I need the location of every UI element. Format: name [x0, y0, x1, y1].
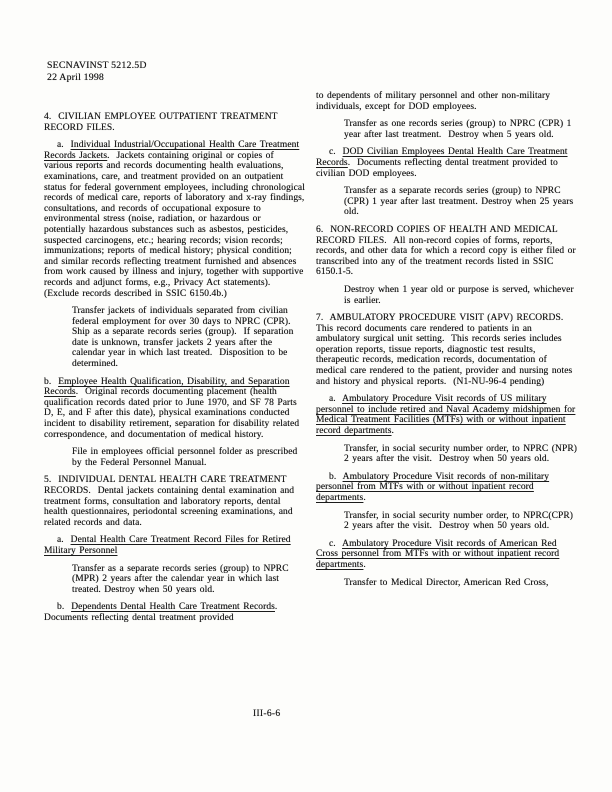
para-7b: b. Ambulatory Procedure Visit records of non-military personnel from MTFs with or without inpatient record departments. [316, 471, 550, 503]
section-5-heading: 5. INDIVIDUAL DENTAL HEALTH CARE TREATMENT RECORDS. Dental jackets containing dental examination and treatment forms, consultation and laboratory reports, dental health questionnaires, periodontal screening examinations, and related records and data. [44, 475, 295, 528]
para-7a: a. Ambulatory Procedure Visit records of US military personnel to include retired and Naval Academy midshipmen for Medical Treatment Facilities (MTFs) with or without inpatient record departments. [316, 394, 576, 437]
disposition-4a: Transfer jackets of individuals separated from civilian federal employment for over 30 days to NPRC (CPR). Ship as a separate records series (group). If separation date is unknown, transfer jackets 2 years after the calendar year in which last treated. Disposition to be determined. [72, 306, 295, 370]
disposition-7c: Transfer to Medical Director, American Red Cross, [344, 577, 549, 588]
left-column [44, 112, 305, 631]
disposition-5a: Transfer as a separate records series (group) to NPRC (MPR) 2 years after the calendar year in which last treated. Destroy when 50 years old. [72, 563, 289, 595]
disposition-5c: Transfer as a separate records series (group) to NPRC (CPR) 1 year after last treatment. Destroy when 25 years old. [344, 186, 574, 218]
para-5b: b. Dependents Dental Health Care Treatment Records. Documents reflecting dental treatment provided [44, 602, 281, 623]
disposition-7b: Transfer, in social security number order, to NPRC(CPR) 2 years after the visit. Destroy when 50 years old. [344, 510, 574, 532]
document-date: 22 April 1998 [47, 71, 105, 83]
para-5b-continuation: to dependents of military personnel and other non-military individuals, except for DOD employees. [316, 91, 551, 112]
para-4b: b. Employee Health Qualification, Disability, and Separation Records. Original records documenting placement (health qualification records dated prior to June 1970, and SF 78 Parts D, E, and F after this date), physical examinations conducted incident to disability retirement, separation for disability related correspondence, and documentation of medical history. [44, 376, 300, 440]
document-header [47, 60, 147, 83]
page-number: III-6-6 [253, 709, 281, 719]
para-5c: c. DOD Civilian Employees Dental Health Care Treatment Records. Documents reflecting dental treatment provided to civilian DOD employees. [316, 147, 568, 179]
section-6-heading: 6. NON-RECORD COPIES OF HEALTH AND MEDICAL RECORD FILES. All non-record copies of forms, reports, records, and other data for which a record copy is either filed or transcribed into any of the treatment records listed in SSIC 6150.1-5. [316, 224, 576, 278]
disposition-7a: Transfer, in social security number order, to NPRC (NPR) 2 years after the visit. Destroy when 50 years old. [344, 443, 578, 465]
disposition-4b: File in employees official personnel folder as prescribed by the Federal Personnel Manual. [72, 447, 298, 468]
para-7c: c. Ambulatory Procedure Visit records of American Red Cross personnel from MTFs with or without inpatient record departments. [316, 538, 560, 570]
para-5a: a. Dental Health Care Treatment Record Files for Retired Military Personnel [44, 535, 291, 556]
disposition-5b: Transfer as one records series (group) to NPRC (CPR) 1 year after last treatment. Destroy when 5 years old. [344, 119, 572, 140]
section-4-heading: 4. CIVILIAN EMPLOYEE OUTPATIENT TREATMENT RECORD FILES. [44, 112, 278, 133]
document-id: SECNAVINST 5212.5D [47, 60, 147, 71]
right-column [316, 91, 579, 595]
section-7-heading: 7. AMBULATORY PROCEDURE VISIT (APV) RECORDS. This record documents care rendered to patients in an ambulatory surgical unit setting. This records series includes operation reports, tissue reports, diagnostic test results, therapeutic records, medication records, documentation of medical care rendered to the patient, provider and nursing notes and history and physical reports. (N1-NU-96-4 pending) [316, 313, 573, 387]
para-4a: a. Individual Industrial/Occupational Health Care Treatment Records Jackets. Jackets containing original or copies of various reports and records documenting health evaluations, examinations, care, and treatment provided on an outpatient status for federal government employees, including chronological records of medical care, reports of laboratory and x-ray findings, consultations, and records of occupational exposure to environmental stress (noise, radiation, or hazardous or potentially hazardous substances such as asbestos, pesticides, suspected carcinogens, etc.; hearing records; vision records; immunizations; reports of medical history; physical condition; and similar records reflecting treatment furnished and absences from work caused by illness and injury, together with supportive records and adjunct forms, e.g., Privacy Act statements). (Exclude records described in SSIC 6150.4b.) [44, 140, 305, 299]
disposition-6: Destroy when 1 year old or purpose is served, whichever is earlier. [344, 284, 574, 306]
